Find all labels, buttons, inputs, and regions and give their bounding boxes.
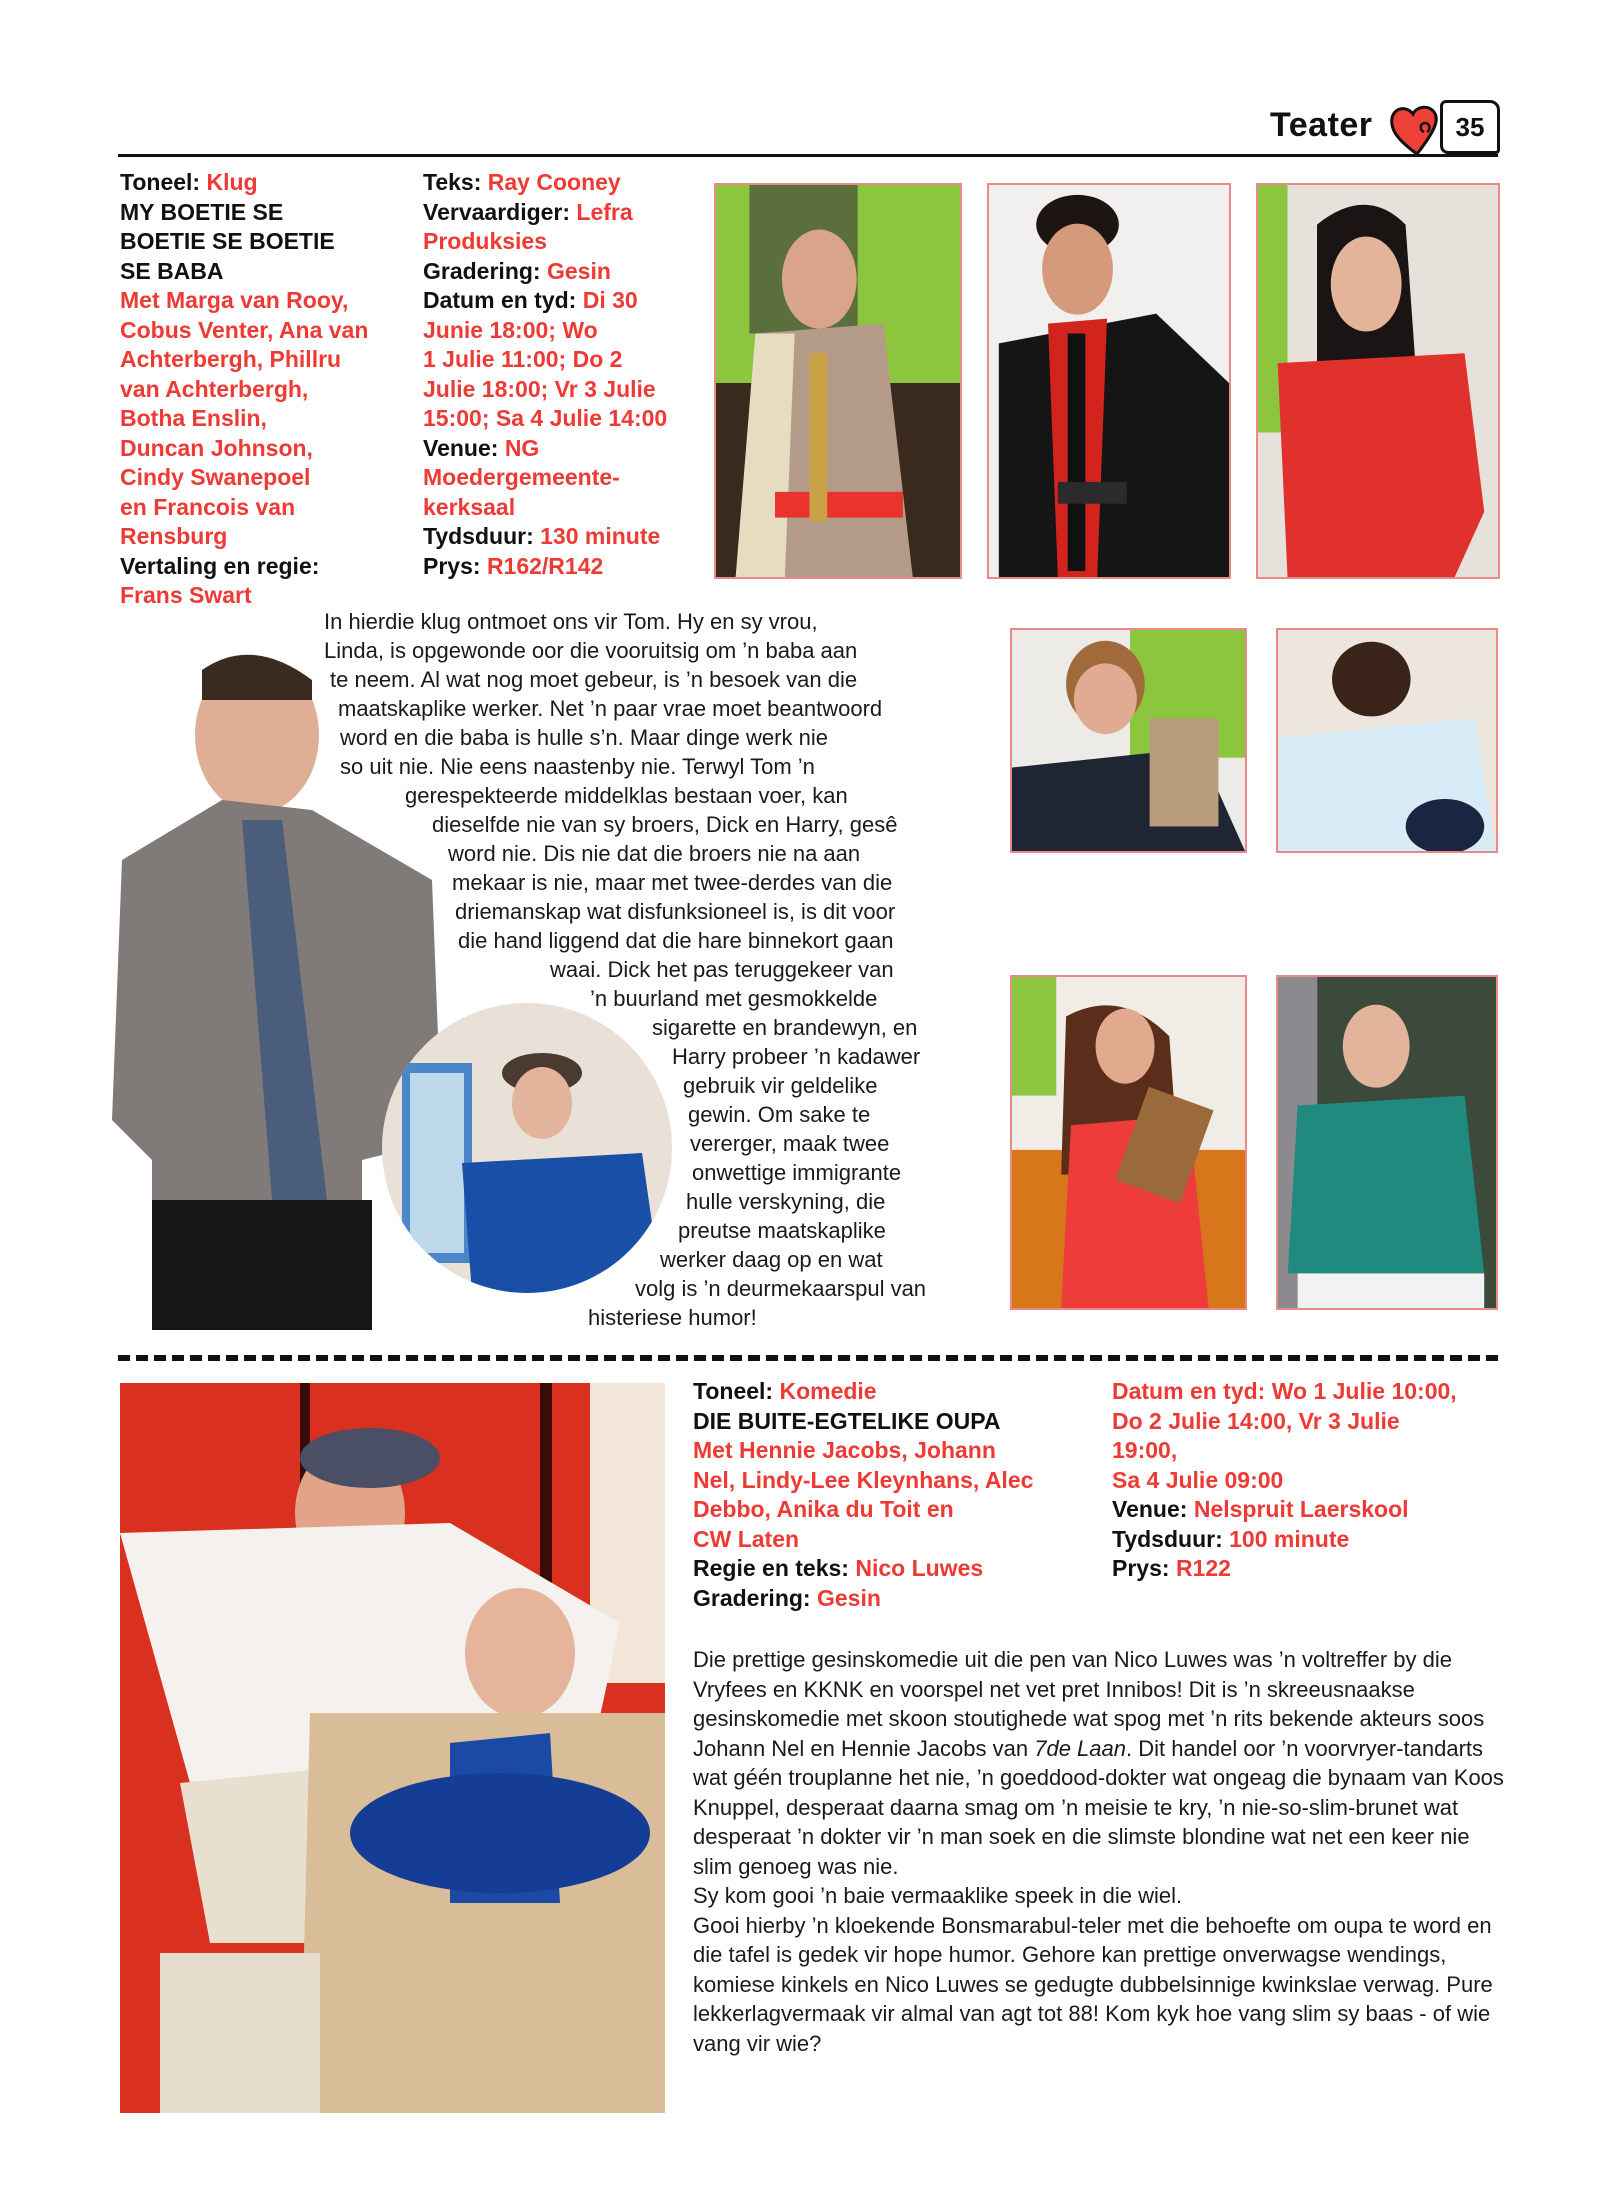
show1-title: MY BOETIE SE BOETIE SE BOETIE SE BABA xyxy=(120,198,335,284)
show1-venue-row: Venue: NG xyxy=(423,434,540,461)
show2-venue-row: Venue: Nelspruit Laerskool xyxy=(1112,1496,1409,1522)
show1-direction-label: Vertaling en regie: xyxy=(120,552,320,579)
social-worker-photo xyxy=(1010,628,1247,853)
actress-red-top-photo xyxy=(1256,183,1500,579)
show1-info-left xyxy=(120,168,410,611)
show1-cast: Met Marga van Rooy, Cobus Venter, Ana van Achterbergh, Phillru van Achterbergh, Botha Enslin, Duncan Johnson, Cindy Swanepoel en Francois van Rensburg xyxy=(120,287,369,549)
show2-price-row: Prys: R122 xyxy=(1112,1555,1231,1581)
show2-title: DIE BUITE-EGTELIKE OUPA xyxy=(693,1407,1001,1434)
show2-info-left xyxy=(693,1377,1113,1613)
show1-genre: Klug xyxy=(206,169,258,195)
section-title: Teater xyxy=(1270,106,1373,144)
show1-price-row: Prys: R162/R142 xyxy=(423,552,604,579)
show1-producer-row: Vervaardiger: Lefra xyxy=(423,198,633,225)
show1-info-right: Teks: Ray Cooney Vervaardiger: Lefra Produksies Gradering: Gesin Datum en tyd: Di 30 Junie 18:00; Wo 1 Julie 11:00; Do 2 Julie 18:00; Vr 3 Julie 15:00; Sa 4 Julie 14:00 Venue: NG Moedergemeente- kerksaal Tydsduur: 130 minute Prys: R162/R142 xyxy=(423,168,713,581)
show2-info-right xyxy=(1112,1377,1512,1584)
actor-scrubs-photo xyxy=(1276,975,1498,1310)
header-rule xyxy=(118,154,1498,157)
show2-dates: Datum en tyd: Wo 1 Julie 10:00, Do 2 Julie 14:00, Vr 3 Julie 19:00, Sa 4 Julie 09:00 xyxy=(1112,1378,1457,1493)
show2-cast: Met Hennie Jacobs, Johann Nel, Lindy-Lee Kleynhans, Alec Debbo, Anika du Toit en CW Laten xyxy=(693,1437,1034,1552)
show1-duration-row: Tydsduur: 130 minute xyxy=(423,523,661,549)
two-actors-red-curtain-photo xyxy=(120,1383,665,2113)
show2-genre-row: Toneel: Komedie xyxy=(693,1378,877,1404)
show1-genre-row: Toneel: Klug xyxy=(120,169,258,195)
show1-text-row: Teks: Ray Cooney xyxy=(423,169,621,195)
actor-cap-circle-photo xyxy=(382,1003,672,1293)
show1-direction: Frans Swart xyxy=(120,582,252,608)
show1-dates-row: Datum en tyd: Di 30 xyxy=(423,287,638,313)
show1-rating-row: Gradering: Gesin xyxy=(423,257,611,284)
show2-direction-row: Regie en teks: Nico Luwes xyxy=(693,1555,984,1581)
actor-gun-photo xyxy=(987,183,1231,579)
actor-trumpet-photo xyxy=(714,183,962,579)
heart-icon xyxy=(1388,102,1446,158)
show2-duration-row: Tydsduur: 100 minute xyxy=(1112,1525,1350,1552)
section-divider xyxy=(118,1355,1498,1361)
show2-paragraph-2: Sy kom gooi ’n baie vermaaklike speek in die wiel. xyxy=(693,1883,1183,1908)
show2-rating-row: Gradering: Gesin xyxy=(693,1584,881,1611)
show2-article xyxy=(693,1645,1513,2058)
actress-clipboard-photo xyxy=(1010,975,1247,1310)
show2-paragraph-1: Die prettige gesinskomedie uit die pen van Nico Luwes was ’n voltreffer by die Vryfees en KKNK en voorspel net vet pret Innibos! Dit is ’n skreeusnaakse gesinskomedie met skoon stoutighede wat spog met ’n rits bekende akteurs soos Johann Nel en Hennie Jacobs van 7de Laan. Dit handel oor ’n voorvryer-tandarts wat géén trouplanne het nie, ’n goeddood-dokter wat ongeag die bynaam van Koos Knuppel, desperaat daarna smag om ’n meisie te kry, ’n nie-so-slim-brunet wat desperaat ’n dokter vir ’n man soek en die slimste blondine wat net een keer nie slim genoeg was nie. xyxy=(693,1647,1504,1879)
page-number: 35 xyxy=(1440,100,1500,154)
show2-paragraph-3: Gooi hierby ’n kloekende Bonsmarabul-teler met die behoefte om oupa te word en die tafel is gedek vir hope humor. Gehore kan prettige onverwagse wendings, komiese kinkels en Nico Luwes se gedugte dubbelsinnige kwinkslae verwag. Pure lekkerlagvermaak vir almal van agt tot 88! Kom kyk hoe vang slim sy baas - of wie vang vir wie? xyxy=(693,1912,1493,2056)
police-officer-photo xyxy=(1276,628,1498,853)
